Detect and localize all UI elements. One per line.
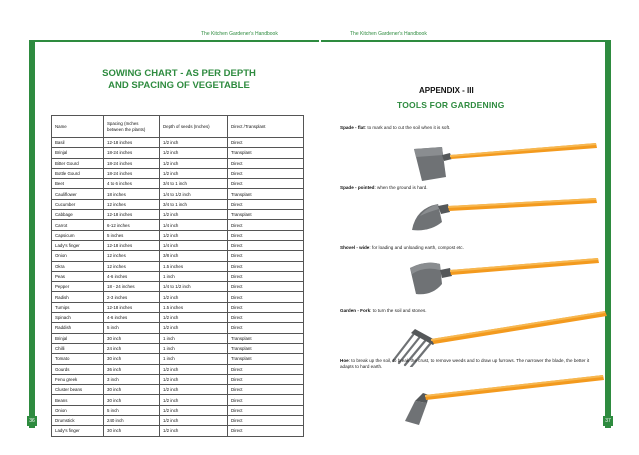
table-cell: Transplant [228, 354, 304, 364]
table-row [52, 292, 304, 302]
table-cell: 2-3 inches [104, 292, 160, 302]
table-row [52, 313, 304, 323]
table-cell: Lady's finger [52, 240, 104, 250]
table-cell: Bitter Gourd [52, 158, 104, 168]
pointed-spade-icon [406, 196, 606, 236]
table-cell: Beans [52, 395, 104, 405]
table-cell: Cluster beans [52, 385, 104, 395]
tool-description-garden-fork: Garden - Fork: to turn the soil and stones. [340, 308, 427, 313]
table-cell: 1/2 inch [160, 426, 228, 436]
page-number-right: 37 [603, 416, 613, 426]
table-row [52, 282, 304, 292]
table-cell: 6-12 inches [104, 220, 160, 230]
table-cell: Direct [228, 220, 304, 230]
table-row [52, 374, 304, 384]
table-cell: 3/8 inch [160, 251, 228, 261]
table-row [52, 385, 304, 395]
column-header: Depth of seeds (Inches) [160, 116, 228, 138]
table-cell: Direct [228, 416, 304, 426]
table-cell: 1/2 inch [160, 148, 228, 158]
table-cell: 12-18 inches [104, 302, 160, 312]
column-header: Name [52, 116, 104, 138]
table-row [52, 426, 304, 436]
table-row [52, 230, 304, 240]
table-cell: 1 inch [160, 343, 228, 353]
table-cell: Direct [228, 313, 304, 323]
table-row [52, 138, 304, 148]
table-cell: Direct [228, 261, 304, 271]
table-cell: 12 inches [104, 251, 160, 261]
running-header-left: The Kitchen Gardener's Handbook [201, 31, 278, 37]
table-cell: 30 inch [104, 333, 160, 343]
table-cell: Cabbage [52, 210, 104, 220]
table-cell: 12 inches [104, 261, 160, 271]
sowing-chart-title: SOWING CHART - AS PER DEPTH AND SPACING OF VEGETABLE [102, 68, 256, 91]
table-cell: 1/2 inch [160, 292, 228, 302]
table-row [52, 189, 304, 199]
table-cell: 30 inch [104, 385, 160, 395]
table-cell: 36 inch [104, 364, 160, 374]
table-cell: Direct [228, 385, 304, 395]
tool-description-pointed-spade: Spade - pointed: when the ground is hard. [340, 185, 428, 190]
table-cell: Tomato [52, 354, 104, 364]
table-cell: Transplant [228, 333, 304, 343]
table-row [52, 179, 304, 189]
table-cell: 5 inches [104, 230, 160, 240]
table-cell: 1/2 inch [160, 395, 228, 405]
table-cell: 12-18 inches [104, 240, 160, 250]
table-cell: 1/2 inch [160, 374, 228, 384]
header-rule [321, 40, 611, 42]
table-cell: Direct [228, 158, 304, 168]
table-cell: Transplant [228, 189, 304, 199]
table-cell: 3/4 to 1 inch [160, 199, 228, 209]
column-header: Direct /Transplant [228, 116, 304, 138]
table-cell: Direct [228, 282, 304, 292]
table-cell: 1/2 inch [160, 364, 228, 374]
table-cell: Direct [228, 230, 304, 240]
header-rule [29, 40, 319, 42]
table-cell: 18-24 inches [104, 158, 160, 168]
page-number-left: 36 [27, 416, 37, 426]
table-cell: 12-18 inches [104, 138, 160, 148]
table-header-row [52, 116, 304, 138]
table-cell: Direct [228, 302, 304, 312]
table-cell: 1/4 inch [160, 220, 228, 230]
table-cell: Bottle Gourd [52, 168, 104, 178]
table-row [52, 148, 304, 158]
table-cell: Direct [228, 251, 304, 261]
running-header-right: The Kitchen Gardener's Handbook [350, 31, 427, 37]
table-cell: Capsicum [52, 230, 104, 240]
table-cell: 18 inches [104, 189, 160, 199]
table-cell: Direct [228, 138, 304, 148]
table-cell: Drumstick [52, 416, 104, 426]
table-cell: 1/2 inch [160, 158, 228, 168]
table-cell: 30 inch [104, 354, 160, 364]
table-cell: 4-6 inches [104, 313, 160, 323]
table-cell: Basil [52, 138, 104, 148]
table-cell: 5 inch [104, 405, 160, 415]
table-cell: Direct [228, 426, 304, 436]
table-cell: 1/2 inch [160, 230, 228, 240]
column-header: Spacing (Inches between the plants) [104, 116, 160, 138]
table-cell: 4-6 inches [104, 271, 160, 281]
table-cell: Onion [52, 251, 104, 261]
table-cell: Transplant [228, 148, 304, 158]
table-cell: 3 inch [104, 374, 160, 384]
table-cell: Peas [52, 271, 104, 281]
left-page [29, 28, 319, 434]
table-cell: 1 inch [160, 333, 228, 343]
left-margin-bar [29, 42, 35, 428]
appendix-title: APPENDIX - III [419, 86, 474, 95]
table-cell: Raddish [52, 323, 104, 333]
table-row [52, 405, 304, 415]
hoe-icon [399, 373, 611, 428]
table-cell: 1/2 inch [160, 385, 228, 395]
book-spread [29, 28, 611, 434]
table-cell: 240 inch [104, 416, 160, 426]
table-cell: Carrot [52, 220, 104, 230]
table-cell: Brinjal [52, 148, 104, 158]
table-cell: 12-18 inches [104, 210, 160, 220]
table-cell: 30 inch [104, 426, 160, 436]
table-cell: Cauliflower [52, 189, 104, 199]
table-cell: 1 inch [160, 354, 228, 364]
table-cell: Direct [228, 271, 304, 281]
table-cell: Lady's finger [52, 426, 104, 436]
shovel-icon [406, 256, 606, 301]
table-cell: Direct [228, 179, 304, 189]
table-cell: Fenu greek [52, 374, 104, 384]
table-cell: 1/2 inch [160, 138, 228, 148]
tool-description-shovel: Shovel - wide: for loading and unloading earth, compost etc. [340, 245, 464, 250]
table-row [52, 240, 304, 250]
table-row [52, 395, 304, 405]
table-row [52, 364, 304, 374]
table-cell: 18-24 inches [104, 168, 160, 178]
table-cell: 12 inches [104, 199, 160, 209]
table-cell: 5 inch [104, 323, 160, 333]
sowing-chart-table [51, 115, 304, 437]
table-cell: Brinjal [52, 333, 104, 343]
table-cell: 1/2 inch [160, 313, 228, 323]
table-cell: 1.5 inches [160, 261, 228, 271]
table-cell: Spinach [52, 313, 104, 323]
table-row [52, 251, 304, 261]
table-cell: Direct [228, 240, 304, 250]
table-cell: 1.5 inches [160, 302, 228, 312]
table-cell: 1/2 inch [160, 416, 228, 426]
table-cell: 30 inch [104, 395, 160, 405]
table-cell: 1/2 inch [160, 210, 228, 220]
table-cell: Chilli [52, 343, 104, 353]
table-row [52, 416, 304, 426]
table-cell: Transplant [228, 343, 304, 353]
table-cell: Beet [52, 179, 104, 189]
table-cell: Direct [228, 323, 304, 333]
table-cell: Direct [228, 364, 304, 374]
table-cell: 18-24 inches [104, 148, 160, 158]
table-row [52, 220, 304, 230]
table-cell: Direct [228, 395, 304, 405]
appendix-subtitle: TOOLS FOR GARDENING [397, 100, 505, 110]
table-row [52, 210, 304, 220]
table-cell: 1/2 inch [160, 168, 228, 178]
table-cell: 1/2 inch [160, 405, 228, 415]
table-cell: 1 inch [160, 271, 228, 281]
table-row [52, 158, 304, 168]
tool-description-flat-spade: Spade - flat: to mark and to cut the soil when it is soft. [340, 125, 451, 130]
table-cell: Transplant [228, 210, 304, 220]
table-cell: Direct [228, 405, 304, 415]
table-cell: Radish [52, 292, 104, 302]
table-cell: 1/4 to 1/2 inch [160, 189, 228, 199]
table-cell: Pepper [52, 282, 104, 292]
flat-spade-icon [406, 133, 606, 188]
table-cell: 1/2 inch [160, 323, 228, 333]
table-row [52, 354, 304, 364]
table-cell: Turnips [52, 302, 104, 312]
tool-description-hoe: Hoe: to break up the soil, to break the crust, to remove weeds and to draw up furrows. The narrower the blade, the better it adapts to hard earth. [340, 358, 590, 369]
table-row [52, 199, 304, 209]
table-cell: Direct [228, 292, 304, 302]
table-row [52, 168, 304, 178]
table-cell: 4 to 6 inches [104, 179, 160, 189]
table-cell: Gourds [52, 364, 104, 374]
table-cell: Onion [52, 405, 104, 415]
table-row [52, 343, 304, 353]
table-cell: Okra [52, 261, 104, 271]
right-page [321, 28, 611, 428]
table-cell: Direct [228, 168, 304, 178]
table-row [52, 261, 304, 271]
table-cell: 18 - 24 inches [104, 282, 160, 292]
table-cell: Cucumber [52, 199, 104, 209]
table-cell: Direct [228, 199, 304, 209]
table-cell: Direct [228, 374, 304, 384]
table-row [52, 333, 304, 343]
table-cell: 3/4 to 1 inch [160, 179, 228, 189]
table-row [52, 302, 304, 312]
table-cell: 1/4 inch [160, 240, 228, 250]
table-cell: 24 inch [104, 343, 160, 353]
table-row [52, 323, 304, 333]
table-cell: 1/4 to 1/2 inch [160, 282, 228, 292]
table-row [52, 271, 304, 281]
